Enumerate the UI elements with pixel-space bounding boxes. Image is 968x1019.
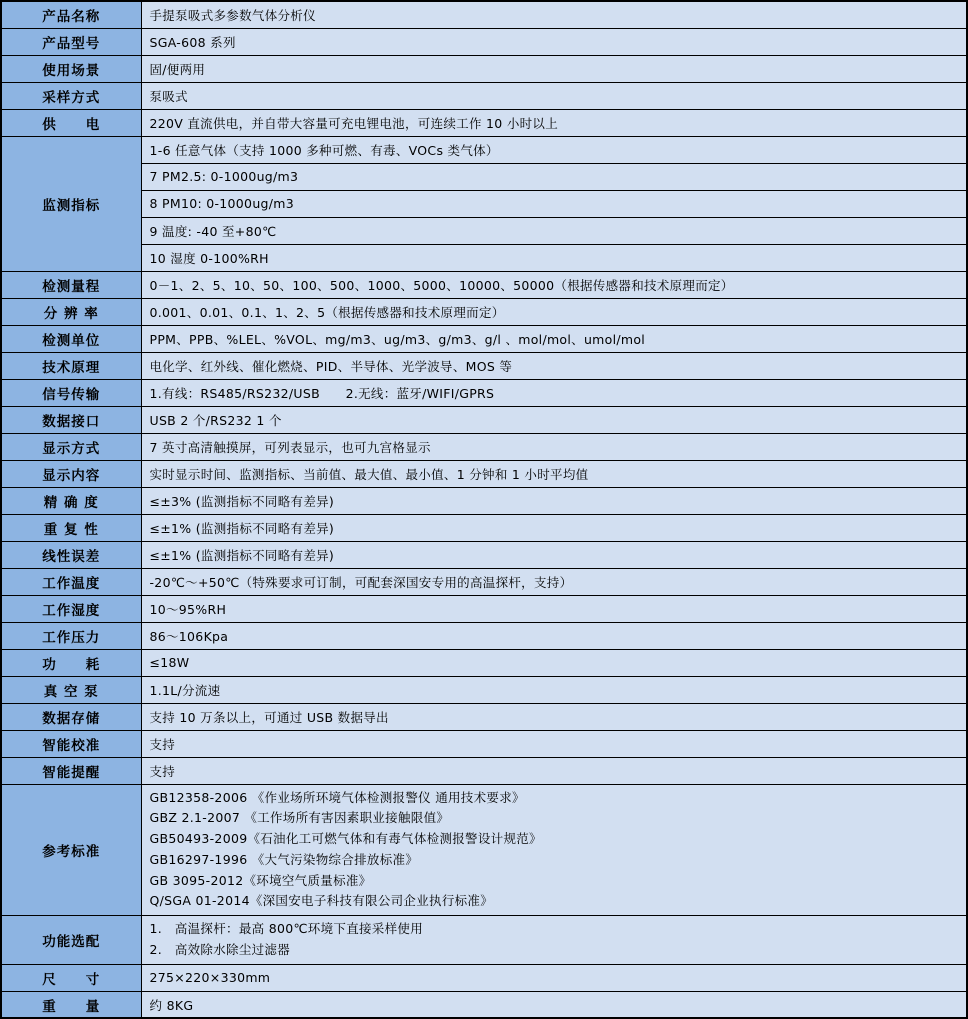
- row-value: 1.有线：RS485/RS232/USB 2.无线：蓝牙/WIFI/GPRS: [141, 379, 967, 406]
- row-label: 产品型号: [1, 28, 141, 55]
- row-value: USB 2 个/RS232 1 个: [141, 406, 967, 433]
- table-row: [1, 298, 967, 325]
- row-value: 约 8KG: [141, 991, 967, 1018]
- row-value: 1-6 任意气体（支持 1000 多种可燃、有毒、VOCs 类气体）: [141, 136, 967, 163]
- row-value: -20℃～+50℃（特殊要求可订制，可配套深国安专用的高温探杆，支持）: [141, 568, 967, 595]
- table-row: [1, 757, 967, 784]
- row-value: ≤±3% (监测指标不同略有差异): [141, 487, 967, 514]
- row-value: 手提泵吸式多参数气体分析仪: [141, 1, 967, 28]
- table-row: [1, 55, 967, 82]
- row-value: 实时显示时间、监测指标、当前值、最大值、最小值、1 分钟和 1 小时平均值: [141, 460, 967, 487]
- table-row: [1, 1, 967, 28]
- table-row: [1, 991, 967, 1018]
- row-value: 支持: [141, 730, 967, 757]
- row-label: 智能提醒: [1, 757, 141, 784]
- row-label: 线性误差: [1, 541, 141, 568]
- table-row: [1, 28, 967, 55]
- row-value: 10 湿度 0-100%RH: [141, 244, 967, 271]
- row-value: SGA-608 系列: [141, 28, 967, 55]
- row-label: 使用场景: [1, 55, 141, 82]
- row-label: 显示方式: [1, 433, 141, 460]
- row-value: 220V 直流供电，并自带大容量可充电锂电池，可连续工作 10 小时以上: [141, 109, 967, 136]
- table-row: [1, 379, 967, 406]
- row-label: 监测指标: [1, 136, 141, 271]
- row-label: 重 量: [1, 991, 141, 1018]
- spec-table-body: [1, 1, 967, 1018]
- row-value: 7 PM2.5: 0-1000ug/m3: [141, 163, 967, 190]
- row-value: ≤±1% (监测指标不同略有差异): [141, 541, 967, 568]
- row-value: ≤±1% (监测指标不同略有差异): [141, 514, 967, 541]
- row-label: 技术原理: [1, 352, 141, 379]
- table-row: [1, 271, 967, 298]
- table-row: [1, 460, 967, 487]
- table-row: [1, 325, 967, 352]
- row-value: 8 PM10: 0-1000ug/m3: [141, 190, 967, 217]
- row-label: 真 空 泵: [1, 676, 141, 703]
- value-line: GB12358-2006 《作业场所环境气体检测报警仪 通用技术要求》: [149, 789, 525, 805]
- row-value: 10～95%RH: [141, 595, 967, 622]
- table-row: [1, 676, 967, 703]
- row-label: 精 确 度: [1, 487, 141, 514]
- table-row: [1, 109, 967, 136]
- table-row: [1, 916, 967, 965]
- value-line: GBZ 2.1-2007 《工作场所有害因素职业接触限值》: [149, 810, 450, 826]
- row-value: 1.1L/分流速: [141, 676, 967, 703]
- table-row: [1, 703, 967, 730]
- value-line: 2. 高效除水除尘过滤器: [149, 942, 291, 958]
- row-value: [141, 916, 967, 965]
- row-value: 0－1、2、5、10、50、100、500、1000、5000、10000、50000（根据传感器和技术原理而定）: [141, 271, 967, 298]
- table-row: [1, 406, 967, 433]
- table-row: [1, 964, 967, 991]
- row-value: 固/便两用: [141, 55, 967, 82]
- table-row: [1, 136, 967, 163]
- table-row: [1, 784, 967, 916]
- value-line: GB50493-2009《石油化工可燃气体和有毒气体检测报警设计规范》: [149, 831, 542, 847]
- row-value: 275×220×330mm: [141, 964, 967, 991]
- table-row: [1, 244, 967, 271]
- table-row: [1, 190, 967, 217]
- row-label: 采样方式: [1, 82, 141, 109]
- table-row: [1, 217, 967, 244]
- table-row: [1, 595, 967, 622]
- row-label: 检测单位: [1, 325, 141, 352]
- table-row: [1, 541, 967, 568]
- row-label: 工作湿度: [1, 595, 141, 622]
- table-row: [1, 487, 967, 514]
- row-label: 检测量程: [1, 271, 141, 298]
- table-row: [1, 730, 967, 757]
- row-value: 支持 10 万条以上，可通过 USB 数据导出: [141, 703, 967, 730]
- row-value: 电化学、红外线、催化燃烧、PID、半导体、光学波导、MOS 等: [141, 352, 967, 379]
- row-value: ≤18W: [141, 649, 967, 676]
- table-row: [1, 568, 967, 595]
- row-label: 工作温度: [1, 568, 141, 595]
- table-row: [1, 433, 967, 460]
- row-label: 参考标准: [1, 784, 141, 916]
- table-row: [1, 622, 967, 649]
- row-label: 显示内容: [1, 460, 141, 487]
- row-value: 9 温度: -40 至+80℃: [141, 217, 967, 244]
- table-row: [1, 352, 967, 379]
- row-value: PPM、PPB、%LEL、%VOL、mg/m3、ug/m3、g/m3、g/l 、mol/mol、umol/mol: [141, 325, 967, 352]
- table-row: [1, 514, 967, 541]
- row-label: 功 耗: [1, 649, 141, 676]
- row-label: 工作压力: [1, 622, 141, 649]
- table-row: [1, 163, 967, 190]
- row-value: 86～106Kpa: [141, 622, 967, 649]
- row-label: 产品名称: [1, 1, 141, 28]
- row-label: 分 辨 率: [1, 298, 141, 325]
- row-label: 数据接口: [1, 406, 141, 433]
- row-value: [141, 784, 967, 916]
- row-label: 重 复 性: [1, 514, 141, 541]
- row-value: 0.001、0.01、0.1、1、2、5（根据传感器和技术原理而定）: [141, 298, 967, 325]
- row-label: 供 电: [1, 109, 141, 136]
- value-line: GB 3095-2012《环境空气质量标准》: [149, 872, 372, 888]
- value-line: GB16297-1996 《大气污染物综合排放标准》: [149, 851, 419, 867]
- value-line: Q/SGA 01-2014《深国安电子科技有限公司企业执行标准》: [149, 893, 494, 909]
- table-row: [1, 649, 967, 676]
- row-label: 智能校准: [1, 730, 141, 757]
- row-label: 功能选配: [1, 916, 141, 965]
- row-label: 尺 寸: [1, 964, 141, 991]
- table-row: [1, 82, 967, 109]
- row-value: 泵吸式: [141, 82, 967, 109]
- row-value: 7 英寸高清触摸屏，可列表显示，也可九宫格显示: [141, 433, 967, 460]
- row-label: 信号传输: [1, 379, 141, 406]
- row-value: 支持: [141, 757, 967, 784]
- row-label: 数据存储: [1, 703, 141, 730]
- value-line: 1. 高温探杆：最高 800℃环境下直接采样使用: [149, 921, 423, 937]
